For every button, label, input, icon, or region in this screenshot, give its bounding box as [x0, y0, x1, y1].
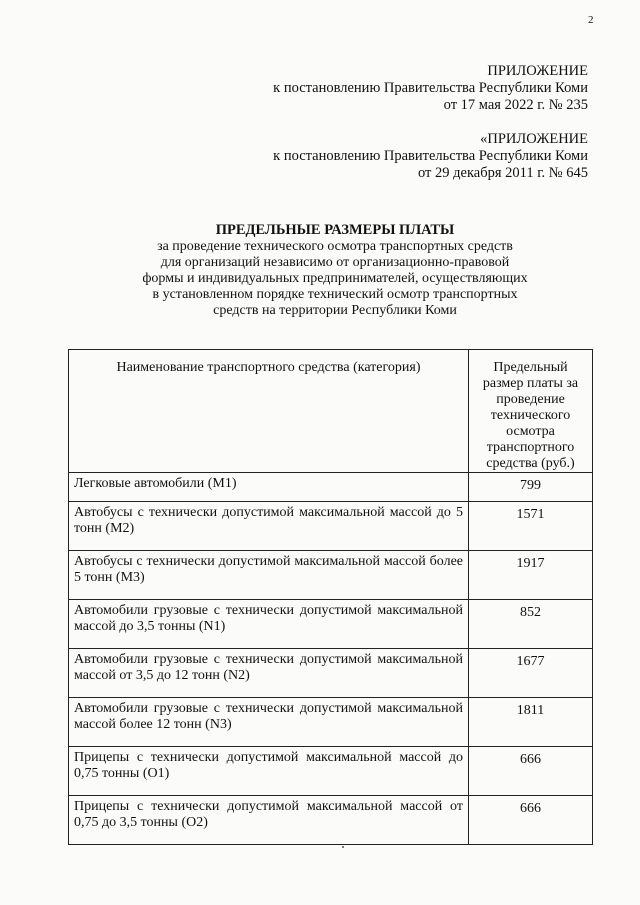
document-subtitle-line: за проведение технического осмотра транспортных средств	[157, 239, 513, 254]
table-row	[69, 473, 593, 502]
appendix-current-reference: к постановлению Правительства Республики Коми	[273, 80, 588, 96]
vehicle-category-cell: Автобусы с технически допустимой максимальной массой более 5 тонн (M3)	[69, 551, 469, 600]
vehicle-category-cell: Легковые автомобили (M1)	[69, 473, 469, 502]
table-row	[69, 796, 593, 845]
scan-speck	[342, 846, 344, 848]
appendix-original	[273, 131, 588, 182]
fee-cell: 1571	[469, 502, 593, 551]
vehicle-category-cell: Автомобили грузовые с технически допустимой максимальной массой до 3,5 тонны (N1)	[69, 600, 469, 649]
vehicle-category-cell: Автомобили грузовые с технически допустимой максимальной массой от 3,5 до 12 тонн (N2)	[69, 649, 469, 698]
appendix-original-date: от 29 декабря 2011 г. № 645	[418, 165, 588, 181]
document-subtitle-line: средств на территории Республики Коми	[213, 303, 457, 318]
fee-cell: 799	[469, 473, 593, 502]
fee-cell: 1917	[469, 551, 593, 600]
fee-cell: 666	[469, 747, 593, 796]
vehicle-category-cell: Прицепы с технически допустимой максимальной массой от 0,75 до 3,5 тонны (O2)	[69, 796, 469, 845]
page-number: 2	[588, 14, 594, 26]
fee-cell: 1811	[469, 698, 593, 747]
table-row	[69, 502, 593, 551]
table-header-row	[69, 350, 593, 473]
appendix-original-reference: к постановлению Правительства Республики Коми	[273, 148, 588, 164]
table-row	[69, 600, 593, 649]
document-title: ПРЕДЕЛЬНЫЕ РАЗМЕРЫ ПЛАТЫ	[215, 222, 455, 238]
document-title-block	[80, 222, 590, 319]
document-subtitle-line: для организаций независимо от организационно-правовой	[160, 255, 510, 270]
appendix-current-date: от 17 мая 2022 г. № 235	[443, 97, 588, 113]
header-vehicle-category: Наименование транспортного средства (категория)	[69, 350, 469, 473]
fee-cell: 1677	[469, 649, 593, 698]
appendix-current	[273, 63, 588, 114]
appendix-current-label: ПРИЛОЖЕНИЕ	[487, 63, 588, 79]
table-row	[69, 698, 593, 747]
document-subtitle-line: в установленном порядке технический осмотр транспортных	[152, 287, 518, 302]
fee-table	[68, 349, 593, 845]
header-max-fee: Предельный размер платы за проведение технического осмотра транспортного средства (руб.)	[469, 350, 593, 473]
appendix-original-label: «ПРИЛОЖЕНИЕ	[480, 131, 588, 147]
table-row	[69, 649, 593, 698]
vehicle-category-cell: Прицепы с технически допустимой максимальной массой до 0,75 тонны (O1)	[69, 747, 469, 796]
fee-cell: 852	[469, 600, 593, 649]
table-row	[69, 747, 593, 796]
vehicle-category-cell: Автобусы с технически допустимой максимальной массой до 5 тонн (M2)	[69, 502, 469, 551]
document-subtitle-line: формы и индивидуальных предпринимателей, осуществляющих	[142, 271, 528, 286]
vehicle-category-cell: Автомобили грузовые с технически допустимой максимальной массой более 12 тонн (N3)	[69, 698, 469, 747]
fee-cell: 666	[469, 796, 593, 845]
table-row	[69, 551, 593, 600]
